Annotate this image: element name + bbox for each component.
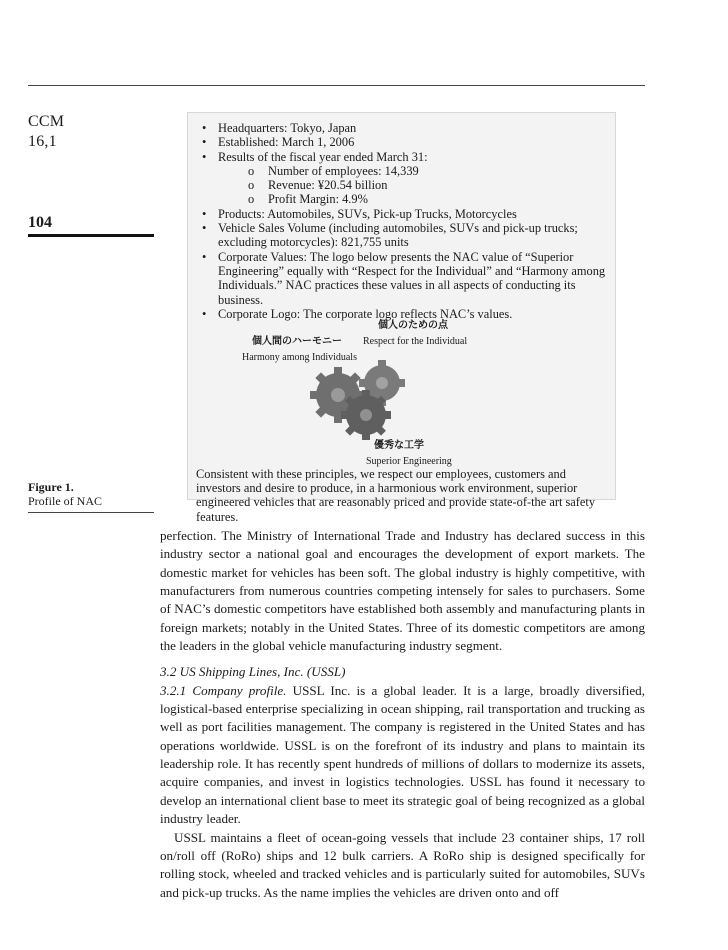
paragraph-ussl-profile bbox=[160, 682, 645, 829]
page-number: 104 bbox=[28, 214, 52, 231]
sub-bullet-profit-margin: o Profit Margin: 4.9% bbox=[248, 192, 615, 206]
journal-name: CCM bbox=[28, 113, 65, 130]
volume-issue: 16,1 bbox=[28, 133, 57, 150]
jp-harmony-label: 個人間のハーモニー bbox=[252, 336, 342, 347]
sub-bullet-employees: o Number of employees: 14,339 bbox=[248, 164, 615, 178]
figure-nac-profile bbox=[188, 113, 615, 524]
page-number-rule bbox=[28, 234, 154, 237]
bullet-fiscal-results bbox=[202, 150, 615, 207]
journal-info bbox=[28, 112, 64, 152]
bullet-corporate-logo: • Corporate Logo: The corporate logo reflects NAC’s values. bbox=[202, 307, 615, 321]
figure-closing-text: Consistent with these principles, we respect our employees, customers and investors and desire to produce, in a harmonious work environment, superior engineered vehicles that are reasonably priced and provide state-of-the art safety features. bbox=[196, 467, 596, 524]
jp-superior-label: 優秀な工学 bbox=[374, 440, 424, 451]
figure-caption bbox=[28, 480, 102, 508]
subsection-heading: 3.2.1 Company profile. bbox=[160, 682, 287, 698]
figure-caption-rule bbox=[28, 512, 154, 513]
paragraph-ussl-fleet: USSL maintains a fleet of ocean-going vessels that include 23 container ships, 17 roll on/roll off (RoRo) ships and 12 bulk carriers. A RoRo ship is designed specifically for rolling stock, wheeled and tracked vehicles and is particularly suited for automobiles, SUVs and pick-up trucks. As the name implies the vehicles are driven onto and off bbox=[160, 829, 645, 900]
bullet-corporate-values: • Corporate Values: The logo below presents the NAC value of “Superior Engineering” equally with “Respect for the Individual” and “Harmony among Individuals.” NAC practices these values in all aspects of conducting its business. bbox=[202, 250, 615, 307]
jp-respect-label: 個人のための点 bbox=[378, 320, 448, 331]
profile-bullet-list bbox=[202, 121, 615, 321]
gears-icon bbox=[298, 353, 428, 445]
figure-caption-text: Profile of NAC bbox=[28, 494, 102, 508]
paragraph-nac-market: perfection. The Ministry of International Trade and Industry has declared success in this industry sector a national goal and encourages the development of export markets. The domestic market for vehicles has been soft. The global industry is highly competitive, with manufacturers from numerous countries competing intensely for sales to purchasers. Some of NAC’s domestic competitors have established both assembly and manufacturing plants in foreign markets; notably in the United States. Three of its domestic competitors are among the leaders in the global vehicle manufacturing industry segment. bbox=[160, 528, 645, 654]
en-respect-label: Respect for the Individual bbox=[363, 336, 468, 347]
fiscal-sub-list bbox=[248, 164, 615, 207]
section-heading-text: 3.2 US Shipping Lines, Inc. (USSL) bbox=[160, 664, 346, 680]
body-text bbox=[160, 527, 645, 902]
sub-bullet-revenue: o Revenue: ¥20.54 billion bbox=[248, 178, 615, 192]
ussl-profile-text: USSL Inc. is a global leader. It is a large, broadly diversified, logistical-based enterprise specializing in ocean shipping, rail transportation and trucking as well as port facilities management. The company is registered in the United States and has operations worldwide. USSL is on the forefront of its industry and plans to maintain its leadership role. It has recently spent hundreds of millions of dollars to modernize its assets, acquire companies, and invest in logistics technologies. USSL has found it necessary to develop an international client base to meet its strategic goal of being recognized as a global industry leader. bbox=[160, 682, 645, 827]
bullet-headquarters: • Headquarters: Tokyo, Japan bbox=[202, 121, 615, 135]
section-heading bbox=[160, 663, 645, 681]
header-rule bbox=[28, 85, 645, 86]
figure-label: Figure 1. bbox=[28, 480, 74, 494]
bullet-products: • Products: Automobiles, SUVs, Pick-up Trucks, Motorcycles bbox=[202, 207, 615, 221]
bullet-sales-volume: • Vehicle Sales Volume (including automobiles, SUVs and pick-up trucks; excluding motorcycles): 821,755 units bbox=[202, 221, 615, 250]
corporate-logo bbox=[188, 313, 615, 453]
fiscal-results-label: Results of the fiscal year ended March 31: bbox=[218, 149, 428, 164]
en-superior-label: Superior Engineering bbox=[366, 456, 452, 467]
bullet-established: • Established: March 1, 2006 bbox=[202, 135, 615, 149]
en-harmony-label: Harmony among Individuals bbox=[242, 352, 357, 363]
